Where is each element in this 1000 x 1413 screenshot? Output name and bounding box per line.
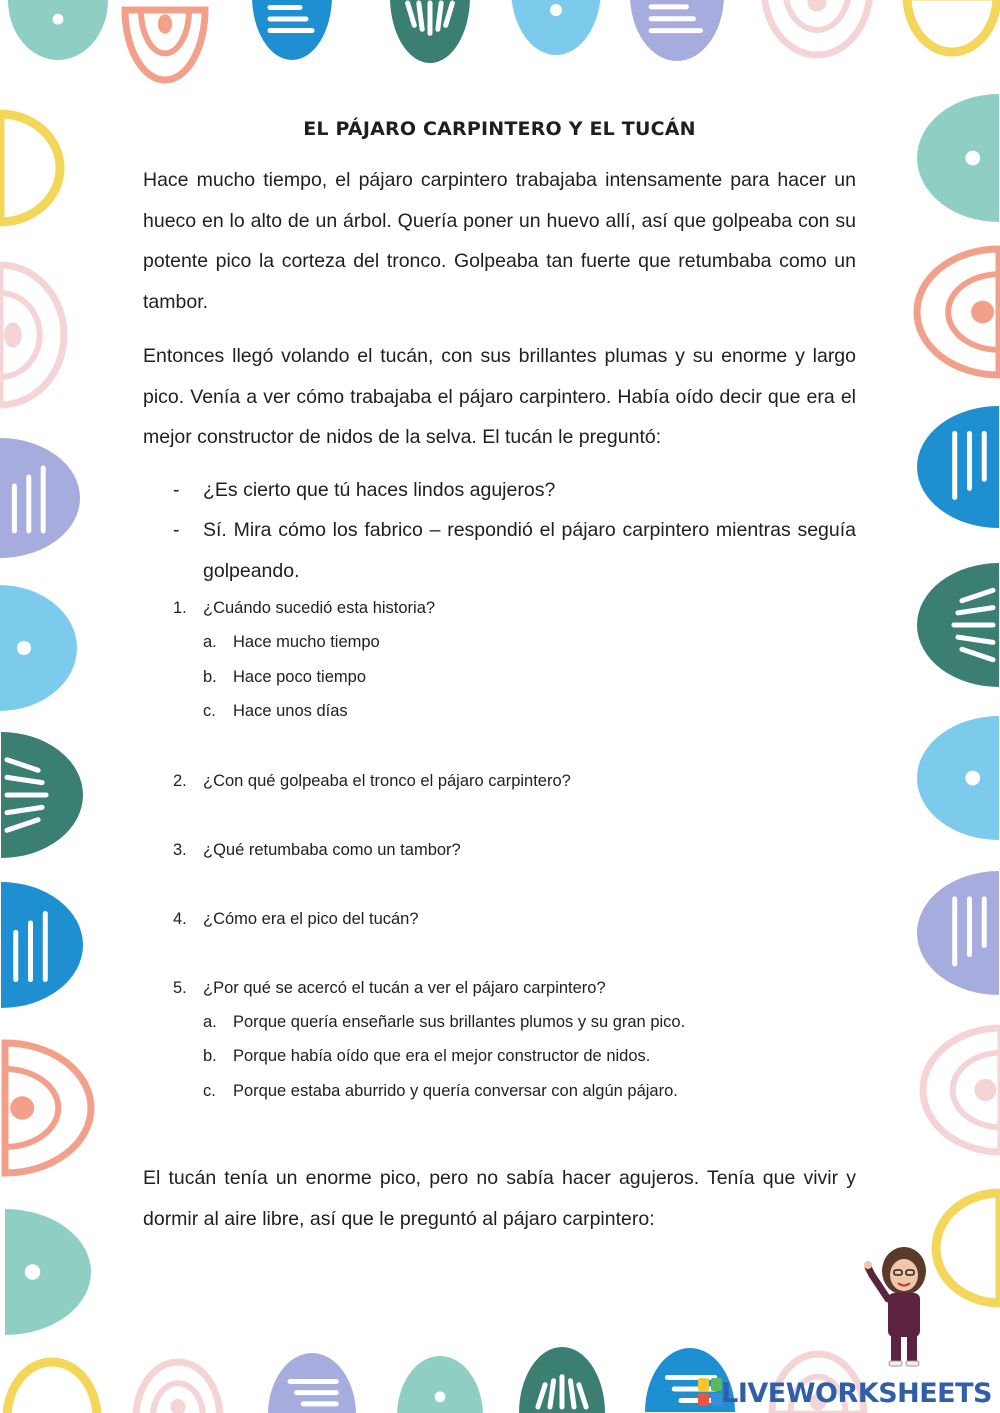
- border-shape: [125, 10, 205, 80]
- question-5: [143, 971, 856, 1109]
- question-2: [143, 764, 856, 798]
- question-number: 2.: [173, 771, 187, 790]
- border-shape: [7, 1362, 97, 1413]
- question-number: 4.: [173, 909, 187, 928]
- question-number: 1.: [173, 599, 187, 617]
- border-shape: [136, 1362, 220, 1413]
- teacher-avatar-icon: [860, 1245, 940, 1370]
- option-letter: b.: [203, 1047, 217, 1065]
- border-shape: [630, 0, 724, 61]
- border-shape: [917, 871, 999, 995]
- border-shape: [5, 1043, 91, 1173]
- border-shape: [1, 732, 83, 858]
- dialogue-line: [143, 510, 856, 591]
- question-text: ¿Qué retumbaba como un tambor?: [203, 840, 461, 859]
- dialogue-dash: -: [173, 478, 180, 501]
- page-title: EL PÁJARO CARPINTERO Y EL TUCÁN: [303, 118, 696, 140]
- answer-option[interactable]: [203, 1039, 856, 1074]
- option-letter: c.: [203, 702, 216, 720]
- border-shape: [936, 1193, 1000, 1303]
- option-text: Porque había oído que era el mejor constructor de nidos.: [233, 1047, 651, 1065]
- option-text: Hace poco tiempo: [233, 667, 366, 686]
- question-text: ¿Cómo era el pico del tucán?: [203, 909, 419, 928]
- answer-options: [203, 625, 856, 729]
- answer-option[interactable]: [203, 694, 856, 729]
- story-paragraph-3: El tucán tenía un enorme pico, pero no sabía hacer agujeros. Tenía que vivir y dormir al aire libre, así que le preguntó al pájaro carpintero:: [143, 1167, 856, 1230]
- question-number: 5.: [173, 978, 187, 997]
- option-letter: a.: [203, 1012, 217, 1031]
- dialogue-line: [143, 470, 856, 511]
- option-text: Porque quería enseñarle sus brillantes plumos y su gran pico.: [233, 1012, 686, 1031]
- dialogue-text: Sí. Mira cómo los fabrico – respondió el pájaro carpintero mientras seguía golpeando.: [203, 519, 856, 582]
- option-text: Hace unos días: [233, 702, 348, 720]
- border-shape: [397, 1356, 483, 1413]
- worksheet-content: [143, 118, 856, 1239]
- border-shape: [917, 406, 999, 528]
- answer-option[interactable]: [203, 660, 856, 695]
- question-text: ¿Por qué se acercó el tucán a ver el pájaro carpintero?: [203, 978, 606, 997]
- option-text: Porque estaba aburrido y quería conversar con algún pájaro.: [233, 1081, 678, 1100]
- border-shape: [0, 114, 60, 222]
- border-shape: [0, 265, 64, 405]
- border-shape: [917, 716, 999, 840]
- border-shape: [519, 1347, 605, 1413]
- border-shape: [0, 438, 80, 558]
- liveworksheets-logo-icon: [698, 1378, 722, 1406]
- question-3: [143, 833, 856, 867]
- question-text: ¿Cuándo sucedió esta historia?: [203, 599, 436, 617]
- border-shape: [917, 94, 999, 222]
- dialogue-list: [143, 470, 856, 592]
- option-letter: b.: [203, 667, 217, 686]
- border-shape: [5, 1209, 91, 1335]
- dialogue-dash: -: [173, 519, 180, 541]
- answer-options: [203, 1005, 856, 1109]
- option-letter: a.: [203, 633, 217, 651]
- option-letter: c.: [203, 1081, 216, 1100]
- story-paragraph-2: Entonces llegó volando el tucán, con sus brillantes plumas y su enorme y largo pico. Venía a ver cómo trabajaba el pájaro carpintero. Había oído decir que era el mejor constructor de nidos de la selva. El tucán le preguntó:: [143, 345, 856, 448]
- dialogue-text: ¿Es cierto que tú haces lindos agujeros?: [203, 478, 556, 501]
- border-shape: [907, 0, 997, 52]
- border-shape: [511, 0, 601, 55]
- brand-logo[interactable]: LIVEWORKSHEETS: [721, 1378, 992, 1409]
- border-shape: [923, 1028, 1000, 1152]
- border-shape: [764, 0, 870, 55]
- question-1: [143, 591, 856, 729]
- border-shape: [390, 0, 470, 63]
- border-shape: [917, 563, 999, 687]
- story-paragraph-1: Hace mucho tiempo, el pájaro carpintero trabajaba intensamente para hacer un hueco en lo alto de un árbol. Quería poner un huevo allí, así que golpeaba con su potente pico la corteza del tronco. Golpeaba tan fuerte que retumbaba como un tambor.: [143, 169, 856, 313]
- question-list: [143, 591, 856, 1108]
- question-number: 3.: [173, 840, 187, 859]
- border-shape: [1, 882, 83, 1008]
- question-text: ¿Con qué golpeaba el tronco el pájaro carpintero?: [203, 771, 571, 790]
- option-text: Hace mucho tiempo: [233, 633, 380, 651]
- border-shape: [268, 1353, 356, 1413]
- border-shape: [0, 585, 77, 711]
- border-shape: [252, 0, 332, 60]
- border-shape: [917, 249, 999, 375]
- question-4: [143, 902, 856, 936]
- border-shape: [8, 0, 108, 60]
- answer-option[interactable]: [203, 1005, 856, 1040]
- answer-option[interactable]: [203, 625, 856, 660]
- answer-option[interactable]: [203, 1074, 856, 1109]
